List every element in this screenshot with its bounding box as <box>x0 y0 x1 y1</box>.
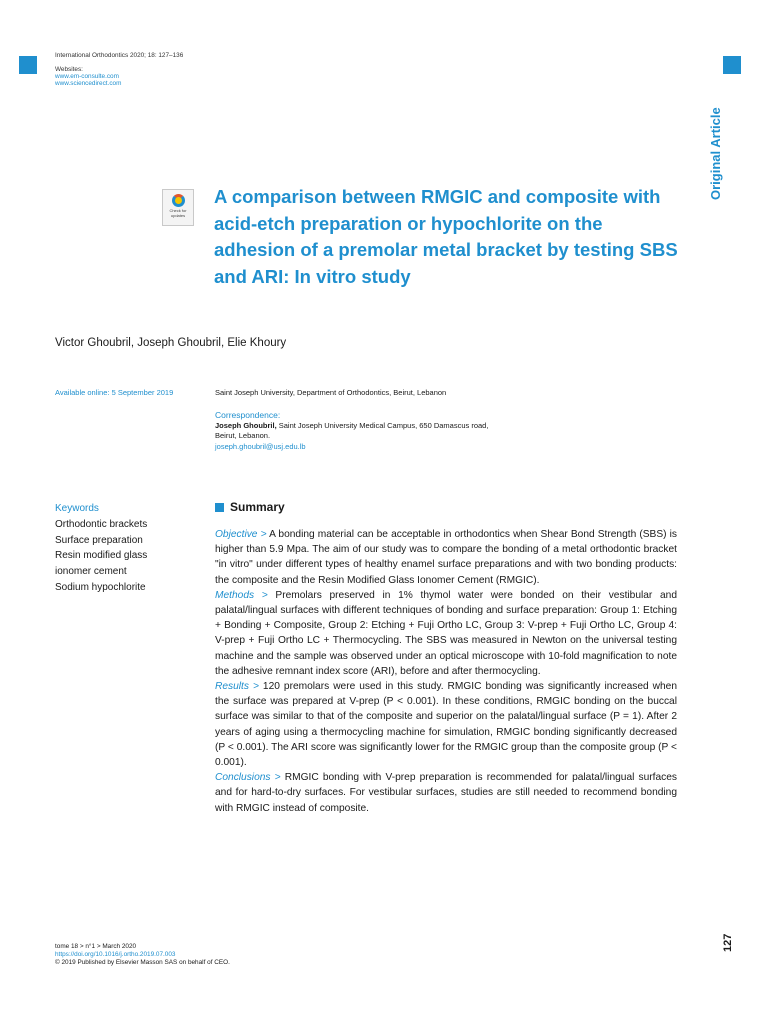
check-updates-icon <box>172 194 185 207</box>
conclusions-text: RMGIC bonding with V-prep preparation is recommended for palatal/lingual surfaces and for hard-to-dry surfaces. For vestibular surfaces, studies are still needed to recommend bonding with RMGIC instead of composite. <box>215 772 678 814</box>
websites-label: Websites: <box>55 66 83 73</box>
keyword-item: Surface preparation <box>55 534 143 546</box>
journal-citation: International Orthodontics 2020; 18: 127–136 <box>55 52 184 59</box>
keyword-item: ionomer cement <box>55 566 127 578</box>
copyright: © 2019 Published by Elsevier Masson SAS on behalf of CEO. <box>55 958 230 966</box>
methods-text: Premolars preserved in 1% thymol water were bonded on their vestibular and palatal/lingual surfaces with different techniques of bonding and surface preparation: Group 1: Etching + Bonding + Composite, Group 2: Etching + Fuji Ortho LC, Group 3: V-prep + Fuji Ortho LC, Group 4: V-prep + Fuji Ortho LC + Thermocycling. The SBS was measured in Newton on the universal testing machine and the sample was observed under an optical microscope with 10-fold magnification to note the adhesive remnant index score (ARI), before and after thermocycling. <box>215 589 677 677</box>
check-for-updates-badge[interactable] <box>162 189 194 226</box>
results-text: 120 premolars were used in this study. RMGIC bonding was significantly increased when the surface was prepared at V-prep (P < 0.001). In these conditions, RMGIC bonding on the buccal surface was similar to that of the composite and superior on the palatal/lingual surface (P = 1). After 2 years of aging using a thermocycling machine for simulation, RMGIC bonding significantly decreased (P < 0.001). The ARI score was significantly lower for the RMGIC group than the composite group (P < 0.001). <box>215 681 678 769</box>
methods-label: Methods > <box>215 589 268 601</box>
summary-heading-text: Summary <box>230 500 285 514</box>
summary-heading <box>215 500 285 514</box>
abstract-methods <box>215 588 677 679</box>
abstract-results <box>215 679 677 770</box>
keywords-block <box>55 501 195 596</box>
objective-text: A bonding material can be acceptable in orthodontics when Shear Bond Strength (SBS) is higher than 5.9 Mpa. The aim of our study was to compare the bonding of a metal orthodontic bracket "in vitro" under different types of healthy enamel surface preparations and with two bonding products: the composite and the Resin Modified Glass Ionomer Cement (RMGIC). <box>215 529 677 586</box>
article-title: A comparison between RMGIC and composite with acid-etch preparation or hypochlorite on the adhesion of a premolar metal bracket by testing SBS and ARI: In vitro study <box>214 186 678 287</box>
website-link-2[interactable]: www.sciencedirect.com <box>55 80 122 87</box>
abstract <box>215 527 677 816</box>
objective-label: Objective > <box>215 529 267 540</box>
results-label: Results > <box>215 681 259 693</box>
available-online: Available online: 5 September 2019 <box>55 388 174 397</box>
keyword-item: Resin modified glass <box>55 550 148 562</box>
authors: Victor Ghoubril, Joseph Ghoubril, Elie Khoury <box>55 337 287 349</box>
correspondence-email[interactable]: joseph.ghoubril@usj.edu.lb <box>215 441 306 451</box>
footer <box>55 943 230 966</box>
summary-marker <box>215 503 224 512</box>
badge-line-2: updates <box>170 213 186 218</box>
badge-line-1: Check for <box>169 208 187 213</box>
abstract-objective <box>215 527 677 588</box>
corner-square-right <box>723 56 741 74</box>
doi-link[interactable]: https://doi.org/10.1016/j.ortho.2019.07.003 <box>55 950 176 958</box>
conclusions-label: Conclusions > <box>215 772 281 784</box>
corner-square-left <box>19 56 37 74</box>
correspondence-name: Joseph Ghoubril, <box>215 420 277 430</box>
article-type-label: Original Article <box>708 107 723 200</box>
correspondence-address-1: Saint Joseph University Medical Campus, 650 Damascus road, <box>276 420 489 430</box>
website-link-1[interactable]: www.em-consulte.com <box>55 73 119 80</box>
affiliation: Saint Joseph University, Department of Orthodontics, Beirut, Lebanon <box>215 388 447 397</box>
keyword-item: Sodium hypochlorite <box>55 581 146 593</box>
correspondence-address-2: Beirut, Lebanon. <box>215 431 271 440</box>
page-number: 127 <box>722 933 734 952</box>
abstract-conclusions <box>215 770 677 816</box>
keyword-item: Orthodontic brackets <box>55 518 148 530</box>
correspondence-heading: Correspondence: <box>215 410 281 420</box>
correspondence-block <box>215 410 535 452</box>
issue-info: tome 18 > n°1 > March 2020 <box>55 943 137 950</box>
keywords-heading: Keywords <box>55 503 99 514</box>
